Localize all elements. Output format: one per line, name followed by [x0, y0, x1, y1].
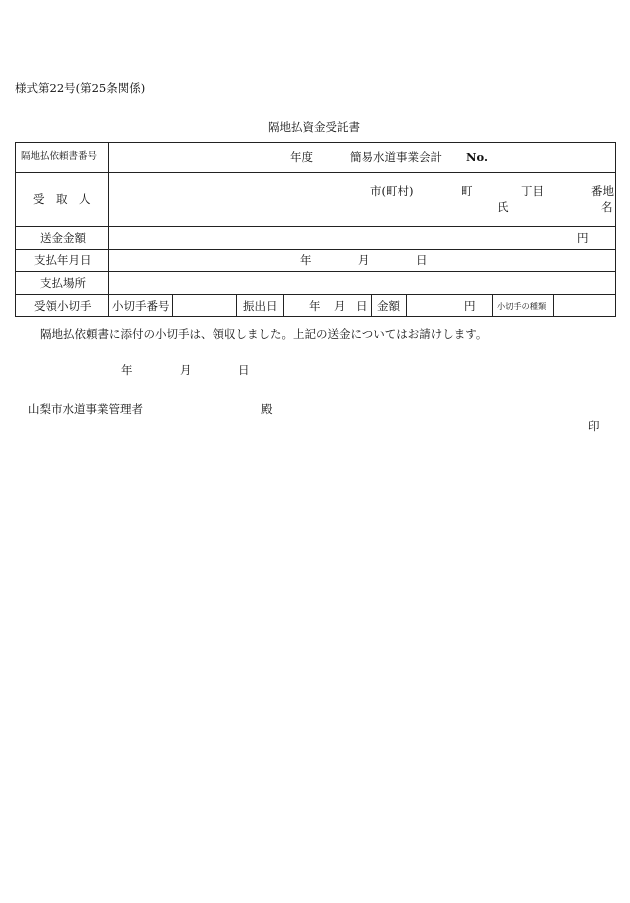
payee-label: 受 取 人	[33, 192, 91, 206]
check-amount-label: 金額	[377, 299, 400, 313]
received-check-label: 受領小切手	[34, 299, 92, 313]
chome-label: 丁目	[521, 184, 544, 198]
receipt-statement: 隔地払依頼書に添付の小切手は、領収しました。上記の送金についてはお請けします。	[40, 327, 488, 341]
banchi-label: 番地	[591, 184, 614, 198]
seal-mark: 印	[588, 419, 600, 433]
document-title: 隔地払資金受託書	[268, 120, 360, 134]
payment-place-label: 支払場所	[40, 276, 86, 290]
payment-date-label: 支払年月日	[34, 253, 92, 267]
table-column-rule	[553, 294, 554, 317]
table-column-rule	[172, 294, 173, 317]
account-name: 簡易水道事業会計	[350, 150, 442, 164]
remittance-amount-label: 送金金額	[40, 231, 86, 245]
town-label: 町	[461, 184, 473, 198]
payment-day-label: 日	[416, 253, 428, 267]
surname-label: 氏	[497, 200, 509, 214]
number-label: No.	[466, 150, 488, 164]
city-label: 市(町村)	[370, 184, 414, 198]
table-column-rule	[371, 294, 372, 317]
table-column-rule	[236, 294, 237, 317]
check-yen-unit: 円	[464, 299, 476, 313]
issue-month-label: 月	[334, 299, 346, 313]
date-month-label: 月	[180, 363, 192, 377]
form-table	[15, 142, 616, 317]
request-number-label: 隔地払依頼書番号	[21, 151, 98, 162]
payment-month-label: 月	[358, 253, 370, 267]
table-column-rule	[492, 294, 493, 317]
table-column-rule	[283, 294, 284, 317]
date-day-label: 日	[238, 363, 250, 377]
table-row-rule	[15, 249, 616, 250]
honorific: 殿	[261, 402, 273, 416]
addressee: 山梨市水道事業管理者	[28, 402, 143, 416]
given-name-label: 名	[601, 200, 613, 214]
table-column-rule	[108, 142, 109, 317]
issue-day-label: 日	[356, 299, 368, 313]
table-column-rule	[406, 294, 407, 317]
table-row-rule	[15, 226, 616, 227]
table-row-rule	[15, 294, 616, 295]
yen-unit: 円	[577, 231, 589, 245]
form-number: 様式第22号(第25条関係)	[15, 81, 146, 95]
issue-date-label: 振出日	[243, 299, 278, 313]
check-type-label: 小切手の種類	[497, 301, 547, 311]
table-row-rule	[15, 172, 616, 173]
date-year-label: 年	[121, 363, 133, 377]
table-row-rule	[15, 271, 616, 272]
check-number-label: 小切手番号	[112, 299, 170, 313]
issue-year-label: 年	[309, 299, 321, 313]
fiscal-year-label: 年度	[290, 150, 313, 164]
payment-year-label: 年	[300, 253, 312, 267]
